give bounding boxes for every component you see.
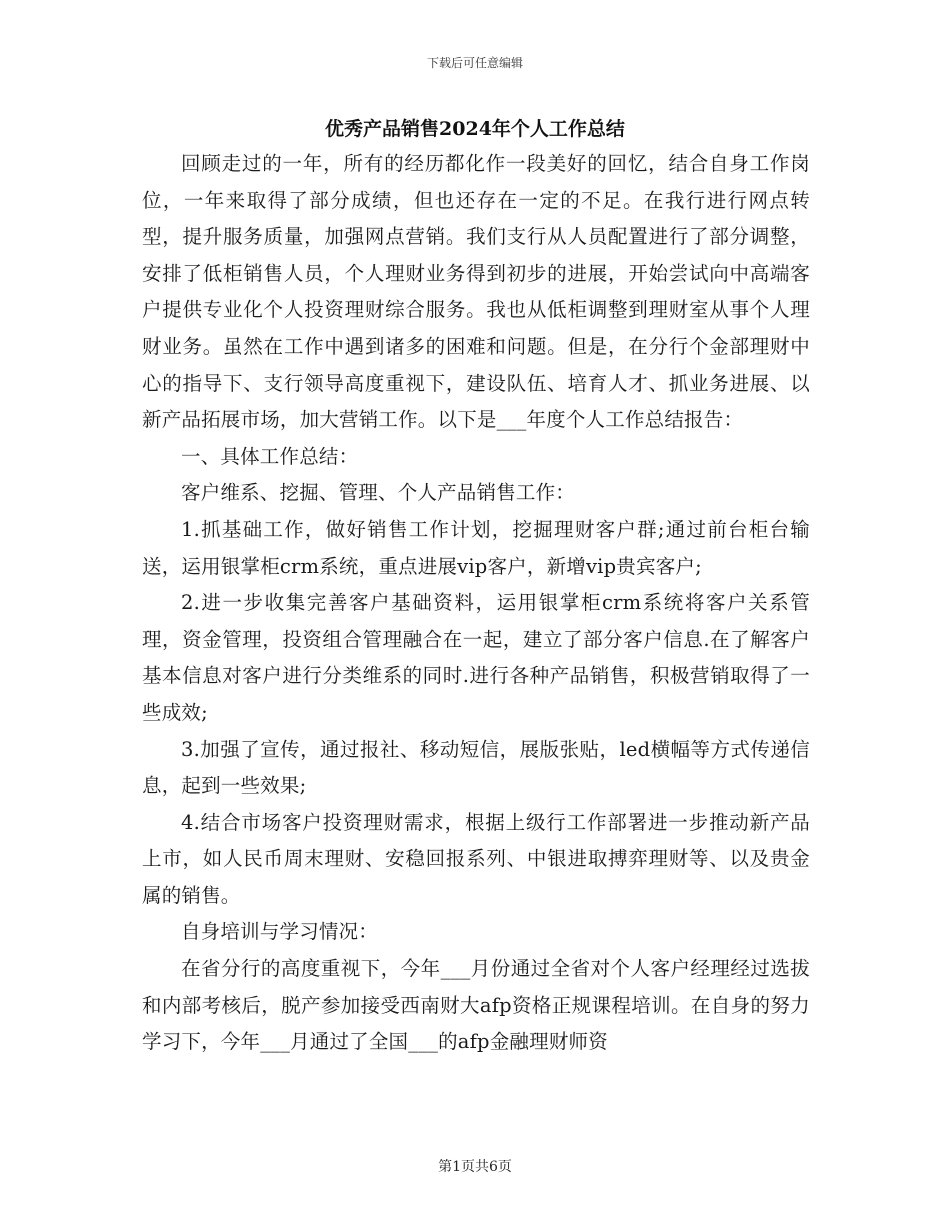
list-item-1: 1.抓基础工作，做好销售工作计划，挖掘理财客户群;通过前台柜台输送，运用银掌柜crm系统，重点进展vip客户，新增vip贵宾客户; (142, 517, 810, 578)
page-number: 第1页共6页 (438, 1159, 512, 1175)
paragraph-training: 在省分行的高度重视下，今年___月份通过全省对个人客户经理经过选拔和内部考核后，脱产参加接受西南财大afp资格正规课程培训。在自身的努力学习下，今年___月通过了全国___的afp金融理财师资 (142, 957, 810, 1054)
subsection-heading: 客户维系、挖掘、管理、个人产品销售工作： (181, 481, 576, 505)
list-item-4: 4.结合市场客户投资理财需求，根据上级行工作部署进一步推动新产品上市，如人民币周末理财、安稳回报系列、中银进取搏弈理财等、以及贵金属的销售。 (142, 810, 810, 907)
subsection-heading-training: 自身培训与学习情况： (181, 920, 379, 944)
paragraph-intro: 回顾走过的一年，所有的经历都化作一段美好的回忆，结合自身工作岗位，一年来取得了部分成绩，但也还存在一定的不足。在我行进行网点转型，提升服务质量，加强网点营销。我们支行从人员配置进行了部分调整，安排了低柜销售人员，个人理财业务得到初步的进展，开始尝试向中高端客户提供专业化个人投资理财综合服务。我也从低柜调整到理财室从事个人理财业务。虽然在工作中遇到诸多的困难和问题。但是，在分行个金部理财中心的指导下、支行领导高度重视下，建设队伍、培育人才、抓业务进展、以新产品拓展市场，加大营销工作。以下是___年度个人工作总结报告： (142, 152, 810, 432)
section-heading: 一、具体工作总结： (181, 444, 359, 468)
document-title: 优秀产品销售2024年个人工作总结 (325, 118, 625, 140)
list-item-2: 2.进一步收集完善客户基础资料，运用银掌柜crm系统将客户关系管理，资金管理，投资组合管理融合在一起，建立了部分客户信息.在了解客户基本信息对客户进行分类维系的同时.进行各种产品销售，积极营销取得了一些成效; (142, 591, 810, 724)
header-note: 下载后可任意编辑 (426, 56, 523, 70)
document-body (142, 146, 810, 1061)
list-item-3: 3.加强了宣传，通过报社、移动短信，展版张贴，led横幅等方式传递信息，起到一些效果; (142, 737, 810, 798)
